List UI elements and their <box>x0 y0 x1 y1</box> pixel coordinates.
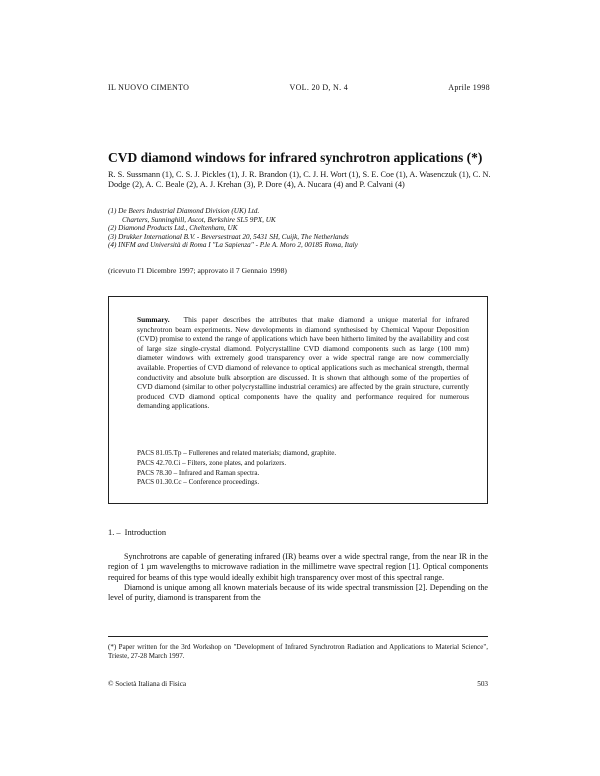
journal-name: IL NUOVO CIMENTO <box>108 83 190 92</box>
pacs-code: PACS 42.70.Ci – Filters, zone plates, and polarizers. <box>137 458 287 467</box>
paragraph: Diamond is unique among all known materials because of its wide spectral transmission [2]. Depending on the level of purity, diamond is transparent from the <box>108 582 488 603</box>
section-number: 1. – <box>108 528 121 537</box>
footnote: (*) Paper written for the 3rd Workshop on "Development of Infrared Synchrotron Radiation and Applications to Material Science", Trieste, 27-28 March 1997. <box>108 643 488 661</box>
affiliation: (3) Drukker International B.V. - Beversestraat 20, 5431 SH, Cuijk, The Netherlands <box>108 232 349 241</box>
affiliations <box>108 207 508 250</box>
paragraph: Synchrotrons are capable of generating infrared (IR) beams over a wide spectral range, from the near IR in the region of 1 µm wavelengths to microwave radiation in the millimetre wave spectral region [1]. Optical components required for beams of this type would ideally exhibit high transparency over most of this spectral range. <box>108 552 488 582</box>
page-footer <box>108 680 488 688</box>
pacs-code: PACS 01.30.Cc – Conference proceedings. <box>137 478 260 487</box>
abstract-text: This paper describes the attributes that make diamond a unique material for infrared synchrotron beam experiments. New developments in diamond synthesised by Chemical Vapour Deposition (CVD) promise to extend the range of applications which have been hitherto limited by the availability and cost of large size single-crystal diamond. Polycrystalline CVD diamond components such as large (100 mm) diameter windows with extremely good transparency over a wide spectral range are now commercially available. Properties of CVD diamond of relevance to optical applications such as mechanical strength, thermal conductivity and absolute bulk absorption are discussed. It is shown that although some of the properties of CVD diamond (similar to other polycrystalline industrial ceramics) are affected by the grain structure, currently produced CVD diamond optical components have the quality and performance required for numerous demanding applications. <box>137 315 469 411</box>
volume-info: VOL. 20 D, N. 4 <box>289 83 348 92</box>
pacs-list <box>137 449 336 488</box>
affiliation: Charters, Sunninghill, Ascot, Berkshire SL5 9PX, UK <box>122 215 276 224</box>
received-date: (ricevuto l'1 Dicembre 1997; approvato il 7 Gennaio 1998) <box>108 266 287 275</box>
abstract-box <box>108 296 488 504</box>
body-text <box>108 552 488 603</box>
section-title: Introduction <box>124 528 167 537</box>
paper-title: CVD diamond windows for infrared synchrotron applications (*) <box>108 150 483 165</box>
affiliation: (2) Diamond Products Ltd., Cheltenham, UK <box>108 224 238 233</box>
abstract <box>137 315 469 411</box>
affiliation: (1) De Beers Industrial Diamond Division (UK) Ltd. <box>108 207 260 215</box>
author-list: R. S. Sussmann (1), C. S. J. Pickles (1), J. R. Brandon (1), C. J. H. Wort (1), S. E. Coe (1), A. Wasenczuk (1), C. N. Dodge (2), A. C. Beale (2), A. J. Krehan (3), P. Dore (4), A. Nucara (4) and P. Calvani (4) <box>108 170 491 189</box>
abstract-label: Summary. <box>137 315 170 324</box>
pacs-code: PACS 78.30 – Infrared and Raman spectra. <box>137 468 260 477</box>
issue-date: Aprile 1998 <box>448 83 490 92</box>
publisher: © Società Italiana di Fisica <box>108 680 187 688</box>
running-header <box>108 83 490 92</box>
section-heading <box>108 528 166 537</box>
page-number: 503 <box>477 680 488 688</box>
footnote-rule <box>108 636 488 637</box>
pacs-code: PACS 81.05.Tp – Fullerenes and related materials; diamond, graphite. <box>137 449 337 457</box>
affiliation: (4) INFM and Università di Roma I "La Sapienza" - P.le A. Moro 2, 00185 Roma, Italy <box>108 241 358 250</box>
